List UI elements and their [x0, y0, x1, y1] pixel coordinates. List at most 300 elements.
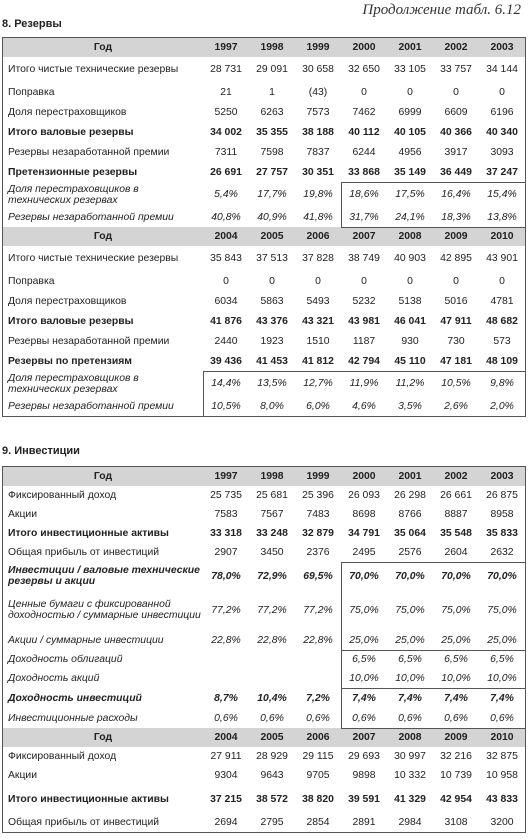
value-cell: 14,4%: [211, 378, 241, 389]
section-title-reserves: 8. Резервы: [2, 18, 62, 30]
value-cell: 12,7%: [303, 378, 333, 389]
row-label: Претензионные резервы: [8, 166, 138, 178]
value-cell: 10,0%: [349, 673, 379, 684]
value-cell: 13,5%: [257, 378, 287, 389]
value-cell: 2495: [352, 547, 376, 558]
value-cell: 7567: [260, 509, 284, 520]
row-label: Общая прибыль от инвестиций: [8, 547, 160, 558]
value-cell: 69,5%: [303, 570, 333, 582]
value-cell: 2795: [260, 817, 284, 828]
header-year-cell: 2001: [398, 471, 422, 482]
value-cell: 37 247: [486, 166, 518, 178]
row-label: Итого инвестиционные активы: [8, 793, 169, 805]
value-cell: 9304: [214, 770, 238, 781]
value-cell: 43 833: [486, 793, 518, 805]
header-label-cell: Год: [93, 732, 113, 743]
value-cell: 5138: [398, 295, 422, 307]
value-cell: 2604: [444, 547, 468, 558]
value-cell: 25 396: [302, 490, 334, 501]
value-cell: 35 149: [394, 166, 426, 178]
value-cell: 5250: [214, 106, 238, 118]
header-year-cell: 2003: [490, 42, 514, 53]
value-cell: 930: [401, 335, 419, 347]
value-cell: 37 215: [210, 793, 242, 805]
value-cell: 730: [447, 335, 465, 347]
value-cell: 38 820: [302, 793, 334, 805]
value-cell: 2576: [398, 547, 422, 558]
value-cell: 7837: [306, 146, 330, 158]
table-row: [3, 785, 525, 813]
value-cell: 8698: [352, 509, 376, 520]
value-cell: 41 329: [394, 793, 426, 805]
value-cell: 2,0%: [490, 400, 514, 412]
header-year-cell: 2009: [444, 732, 468, 743]
row-label: Акции: [8, 770, 38, 781]
value-cell: 0: [453, 86, 459, 98]
value-cell: 77,2%: [257, 604, 287, 616]
value-cell: 78,0%: [211, 570, 241, 582]
value-cell: 28 731: [210, 64, 242, 75]
value-cell: 8766: [398, 509, 422, 520]
value-cell: 3,5%: [398, 400, 422, 412]
row-label: Инвестиционные расходы: [8, 712, 138, 724]
value-cell: 45 110: [394, 355, 426, 367]
value-cell: 8958: [490, 509, 514, 520]
value-cell: 43 321: [302, 315, 334, 327]
value-cell: 0,6%: [398, 712, 422, 724]
value-cell: 7311: [214, 146, 238, 158]
value-cell: 8,7%: [214, 692, 238, 704]
value-cell: 41 812: [302, 355, 334, 367]
table-row: [3, 708, 525, 728]
value-cell: 34 002: [210, 126, 242, 138]
value-cell: 6244: [352, 146, 376, 158]
value-cell: 6,0%: [306, 400, 330, 412]
value-cell: 41 876: [210, 315, 242, 327]
value-cell: 0,6%: [260, 712, 284, 724]
table-row: [3, 162, 525, 182]
table-row: [3, 562, 525, 590]
table-row: [3, 396, 525, 416]
value-cell: 10,0%: [487, 673, 517, 684]
value-cell: 25,0%: [487, 634, 517, 646]
row-label: Итого валовые резервы: [8, 126, 134, 138]
value-cell: 40,8%: [211, 211, 241, 223]
value-cell: 30 351: [302, 166, 334, 178]
value-cell: 0,6%: [490, 712, 514, 724]
value-cell: 42 895: [440, 253, 472, 264]
value-cell: 26 298: [394, 490, 426, 501]
value-cell: 6,5%: [352, 654, 376, 665]
value-cell: 6196: [490, 106, 514, 118]
row-label: Доля перестраховщиков в технических резервах: [8, 372, 139, 395]
row-label: Итого инвестиционные активы: [8, 528, 169, 539]
value-cell: 7583: [214, 509, 238, 520]
table-row: [3, 813, 525, 832]
value-cell: 11,9%: [349, 378, 379, 389]
value-cell: 7598: [260, 146, 284, 158]
header-year-cell: 1999: [306, 42, 330, 53]
value-cell: 7,4%: [398, 692, 422, 704]
table-row: [3, 291, 525, 311]
value-cell: 13,8%: [487, 211, 517, 223]
value-cell: 5232: [352, 295, 376, 307]
value-cell: 39 591: [348, 793, 380, 805]
value-cell: 0: [407, 275, 413, 287]
row-label: Доля перестраховщиков: [8, 106, 127, 118]
table-row: [3, 102, 525, 122]
value-cell: 37 513: [256, 253, 288, 264]
value-cell: 26 093: [348, 490, 380, 501]
table-row: [3, 142, 525, 162]
value-cell: 3450: [260, 547, 284, 558]
value-cell: 10,0%: [441, 673, 471, 684]
header-row: [3, 467, 525, 486]
value-cell: 40,9%: [257, 211, 287, 223]
table-row: [3, 182, 525, 207]
value-cell: 10,0%: [395, 673, 425, 684]
value-cell: 0: [453, 275, 459, 287]
header-year-cell: 2008: [398, 732, 422, 743]
value-cell: 0: [499, 86, 505, 98]
value-cell: 22,8%: [257, 634, 287, 646]
value-cell: 48 109: [486, 355, 518, 367]
table-row: [3, 590, 525, 630]
table-row: [3, 57, 525, 82]
table-row: [3, 207, 525, 227]
row-label: Ценные бумаги с фиксированной доходностью / суммарные инвестиции: [8, 599, 201, 621]
value-cell: 9,8%: [490, 378, 514, 389]
row-label: Итого чистые технические резервы: [8, 253, 179, 264]
value-cell: 0: [269, 275, 275, 287]
table-row: [3, 669, 525, 688]
value-cell: 0: [315, 275, 321, 287]
table-row: [3, 650, 525, 669]
value-cell: 30 658: [302, 64, 334, 75]
value-cell: 15,4%: [487, 189, 517, 200]
value-cell: 19,8%: [303, 189, 333, 200]
value-cell: 0: [361, 275, 367, 287]
value-cell: 33 105: [394, 64, 426, 75]
header-row: [3, 728, 525, 747]
header-year-cell: 2003: [490, 471, 514, 482]
value-cell: 10,5%: [441, 378, 471, 389]
row-label: Резервы незаработанной премии: [8, 211, 174, 223]
header-year-cell: 1997: [214, 471, 238, 482]
value-cell: 26 661: [440, 490, 472, 501]
value-cell: 47 181: [440, 355, 472, 367]
value-cell: 36 449: [440, 166, 472, 178]
value-cell: 3200: [490, 817, 514, 828]
header-year-cell: 2004: [214, 732, 238, 743]
value-cell: 9898: [352, 770, 376, 781]
row-label: Итого чистые технические резервы: [8, 64, 179, 75]
value-cell: 6,5%: [398, 654, 422, 665]
value-cell: 6999: [398, 106, 422, 118]
row-label: Резервы незаработанной премии: [8, 146, 170, 158]
value-cell: 70,0%: [349, 570, 379, 582]
value-cell: 2,6%: [444, 400, 468, 412]
value-cell: 70,0%: [441, 570, 471, 582]
table-row: [3, 747, 525, 766]
value-cell: 0,6%: [352, 712, 376, 724]
value-cell: 7462: [352, 106, 376, 118]
value-cell: 2891: [352, 817, 376, 828]
value-cell: 6609: [444, 106, 468, 118]
value-cell: 1510: [306, 335, 330, 347]
value-cell: 40 112: [348, 126, 380, 138]
value-cell: 29 115: [302, 751, 334, 762]
value-cell: 29 693: [348, 751, 380, 762]
header-row: [3, 38, 525, 57]
value-cell: 3917: [444, 146, 468, 158]
header-label-cell: Год: [93, 42, 113, 53]
value-cell: 43 901: [486, 253, 518, 264]
header-year-cell: 2007: [352, 732, 376, 743]
value-cell: 70,0%: [395, 570, 425, 582]
value-cell: 34 791: [348, 528, 380, 539]
value-cell: 43 376: [256, 315, 288, 327]
value-cell: 2632: [490, 547, 514, 558]
value-cell: 7573: [306, 106, 330, 118]
value-cell: 7,4%: [352, 692, 376, 704]
value-cell: 18,3%: [441, 211, 471, 223]
header-year-cell: 2006: [306, 732, 330, 743]
header-year-cell: 2010: [490, 231, 514, 242]
header-year-cell: 1997: [214, 42, 238, 53]
header-label-cell: Год: [93, 231, 113, 242]
header-year-cell: 2005: [260, 732, 284, 743]
value-cell: 1923: [260, 335, 284, 347]
value-cell: 2984: [398, 817, 422, 828]
value-cell: 0,6%: [306, 712, 330, 724]
value-cell: 5,4%: [214, 189, 238, 200]
value-cell: 5863: [260, 295, 284, 307]
value-cell: 6263: [260, 106, 284, 118]
value-cell: 37 828: [302, 253, 334, 264]
value-cell: 1: [269, 86, 275, 98]
row-label: Резервы по претензиям: [8, 355, 132, 367]
value-cell: 2440: [214, 335, 238, 347]
value-cell: 0: [223, 275, 229, 287]
value-cell: 0: [407, 86, 413, 98]
value-cell: 28 929: [256, 751, 288, 762]
header-year-cell: 2009: [444, 231, 468, 242]
header-year-cell: 2004: [214, 231, 238, 242]
row-label: Резервы незаработанной премии: [8, 400, 174, 412]
value-cell: 2376: [306, 547, 330, 558]
value-cell: 43 981: [348, 315, 380, 327]
value-cell: 48 682: [486, 315, 518, 327]
row-label: Доходность акций: [8, 673, 100, 684]
value-cell: 10,4%: [257, 692, 287, 704]
value-cell: 25 681: [256, 490, 288, 501]
value-cell: 6,5%: [444, 654, 468, 665]
value-cell: 4,6%: [352, 400, 376, 412]
table-row: [3, 311, 525, 331]
row-label: Поправка: [8, 275, 55, 287]
value-cell: 3108: [444, 817, 468, 828]
value-cell: 25 735: [210, 490, 242, 501]
investments-table: [2, 466, 526, 833]
value-cell: 41 453: [256, 355, 288, 367]
value-cell: 24,1%: [395, 211, 425, 223]
header-year-cell: 1998: [260, 42, 284, 53]
table-caption: Продолжение табл. 6.12: [362, 2, 521, 18]
header-label-cell: Год: [93, 471, 113, 482]
header-year-cell: 2001: [398, 42, 422, 53]
header-year-cell: 2000: [352, 42, 376, 53]
value-cell: 42 954: [440, 793, 472, 805]
value-cell: 0: [499, 275, 505, 287]
value-cell: 8887: [444, 509, 468, 520]
value-cell: 40 903: [394, 253, 426, 264]
table-row: [3, 505, 525, 524]
row-label: Доходность инвестиций: [8, 692, 142, 704]
value-cell: 3093: [490, 146, 514, 158]
value-cell: 70,0%: [487, 570, 517, 582]
value-cell: 10 332: [394, 770, 426, 781]
value-cell: 35 548: [440, 528, 472, 539]
value-cell: 6034: [214, 295, 238, 307]
value-cell: 38 749: [348, 253, 380, 264]
row-label: Фиксированный доход: [8, 751, 117, 762]
value-cell: 27 911: [210, 751, 242, 762]
header-row: [3, 227, 525, 246]
table-row: [3, 486, 525, 505]
header-year-cell: 2000: [352, 471, 376, 482]
value-cell: 31,7%: [349, 211, 379, 223]
value-cell: 46 041: [394, 315, 426, 327]
header-year-cell: 2005: [260, 231, 284, 242]
value-cell: 4781: [490, 295, 514, 307]
header-year-cell: 2002: [444, 471, 468, 482]
value-cell: 573: [493, 335, 511, 347]
value-cell: 35 833: [486, 528, 518, 539]
value-cell: 39 436: [210, 355, 242, 367]
value-cell: 17,5%: [395, 189, 425, 200]
header-year-cell: 1998: [260, 471, 284, 482]
value-cell: 27 757: [256, 166, 288, 178]
value-cell: 32 650: [348, 64, 380, 75]
row-label: Доля перестраховщиков в технических резервах: [8, 183, 139, 206]
value-cell: 75,0%: [395, 604, 425, 616]
value-cell: 35 064: [394, 528, 426, 539]
value-cell: 0: [361, 86, 367, 98]
value-cell: 30 997: [394, 751, 426, 762]
value-cell: 41,8%: [303, 211, 333, 223]
header-year-cell: 2008: [398, 231, 422, 242]
value-cell: 40 366: [440, 126, 472, 138]
value-cell: 2907: [214, 547, 238, 558]
value-cell: 4956: [398, 146, 422, 158]
row-label: Инвестиции / валовые технические резервы и акции: [8, 565, 200, 587]
header-year-cell: 2006: [306, 231, 330, 242]
table-row: [3, 351, 525, 371]
table-row: [3, 630, 525, 650]
value-cell: 17,7%: [257, 189, 287, 200]
value-cell: 18,6%: [349, 189, 379, 200]
value-cell: 34 144: [486, 64, 518, 75]
value-cell: 0,6%: [214, 712, 238, 724]
value-cell: 75,0%: [349, 604, 379, 616]
header-year-cell: 2002: [444, 42, 468, 53]
value-cell: 10 958: [486, 770, 518, 781]
value-cell: 5493: [306, 295, 330, 307]
value-cell: 32 879: [302, 528, 334, 539]
value-cell: 33 757: [440, 64, 472, 75]
row-label: Резервы незаработанной премии: [8, 335, 170, 347]
value-cell: 9705: [306, 770, 330, 781]
value-cell: (43): [308, 86, 328, 98]
row-label: Акции / суммарные инвестиции: [8, 634, 164, 646]
value-cell: 33 318: [210, 528, 242, 539]
value-cell: 22,8%: [303, 634, 333, 646]
value-cell: 33 868: [348, 166, 380, 178]
value-cell: 11,2%: [395, 378, 425, 389]
row-label: Поправка: [8, 86, 55, 98]
table-row: [3, 82, 525, 102]
value-cell: 42 794: [348, 355, 380, 367]
table-row: [3, 371, 525, 396]
table-row: [3, 766, 525, 785]
row-label: Фиксированный доход: [8, 490, 117, 501]
value-cell: 40 105: [394, 126, 426, 138]
table-row: [3, 524, 525, 543]
value-cell: 21: [220, 86, 232, 98]
table-row: [3, 688, 525, 708]
value-cell: 16,4%: [441, 189, 471, 200]
value-cell: 40 340: [486, 126, 518, 138]
value-cell: 7,4%: [490, 692, 514, 704]
header-year-cell: 2010: [490, 732, 514, 743]
table-row: [3, 543, 525, 562]
header-year-cell: 2007: [352, 231, 376, 242]
table-row: [3, 271, 525, 291]
row-label: Общая прибыль от инвестиций: [8, 817, 160, 828]
table-row: [3, 122, 525, 142]
value-cell: 5016: [444, 295, 468, 307]
value-cell: 77,2%: [211, 604, 241, 616]
table-row: [3, 246, 525, 271]
row-label: Доля перестраховщиков: [8, 295, 127, 307]
table-row: [3, 331, 525, 351]
value-cell: 72,9%: [257, 570, 287, 582]
row-label: Акции: [8, 509, 38, 520]
value-cell: 1187: [352, 335, 376, 347]
value-cell: 6,5%: [490, 654, 514, 665]
value-cell: 10,5%: [211, 400, 241, 412]
value-cell: 32 875: [486, 751, 518, 762]
row-label: Итого валовые резервы: [8, 315, 134, 327]
value-cell: 77,2%: [303, 604, 333, 616]
value-cell: 33 248: [256, 528, 288, 539]
value-cell: 7,4%: [444, 692, 468, 704]
value-cell: 25,0%: [349, 634, 379, 646]
value-cell: 2694: [214, 817, 238, 828]
value-cell: 75,0%: [441, 604, 471, 616]
reserves-table: [2, 37, 526, 417]
value-cell: 25,0%: [441, 634, 471, 646]
value-cell: 22,8%: [211, 634, 241, 646]
row-label: Доходность облигаций: [8, 654, 123, 665]
value-cell: 0,6%: [444, 712, 468, 724]
value-cell: 47 911: [440, 315, 472, 327]
value-cell: 29 091: [256, 64, 288, 75]
value-cell: 9643: [260, 770, 284, 781]
value-cell: 25,0%: [395, 634, 425, 646]
value-cell: 2854: [306, 817, 330, 828]
